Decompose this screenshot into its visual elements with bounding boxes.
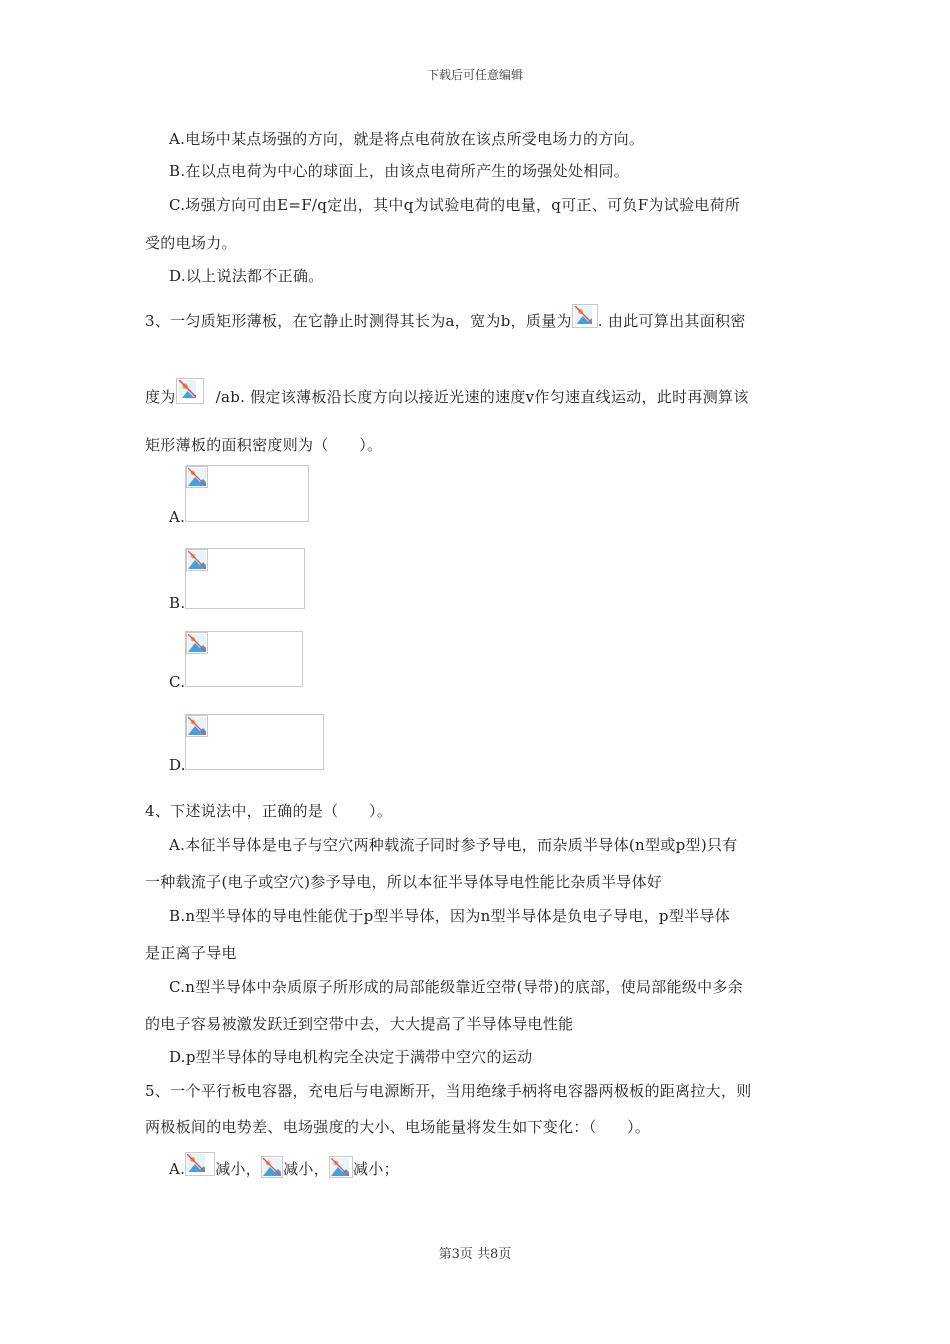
q3-line3: 矩形薄板的面积密度则为（ ）。	[145, 436, 383, 454]
q5-option-a-text3: 减小；	[353, 1160, 399, 1178]
q3-line1	[145, 304, 746, 331]
q3-option-a-label: A.	[169, 508, 186, 526]
q5-line2: 两极板间的电势差、电场强度的大小、电场能量将发生如下变化：（ ）。	[145, 1118, 651, 1136]
q4-option-a-line2: 一种载流子(电子或空穴)参予导电，所以本征半导体导电性能比杂质半导体好	[145, 873, 663, 891]
q3-option-c-label: C.	[169, 673, 186, 691]
q3-line1-text-a: 3、一匀质矩形薄板，在它静止时测得其长为a，宽为b，质量为	[145, 312, 572, 330]
q3-option-c-image	[185, 631, 303, 687]
page-footer: 第3页 共8页	[438, 1247, 512, 1262]
broken-image-icon	[186, 466, 208, 488]
q4-stem: 4、下述说法中，正确的是（ ）。	[145, 802, 393, 820]
q3-option-b-label: B.	[169, 594, 186, 612]
q4-option-c-line1: C.n型半导体中杂质原子所形成的局部能级靠近空带(导带)的底部，使局部能级中多余	[169, 978, 744, 996]
q2-option-a: A.电场中某点场强的方向，就是将点电荷放在该点所受电场力的方向。	[169, 130, 645, 148]
q5-option-a-text2: 减小，	[283, 1160, 330, 1178]
q4-option-b-line2: 是正离子导电	[145, 944, 237, 962]
q3-option-d-label: D.	[169, 756, 186, 774]
broken-image-icon	[329, 1156, 353, 1178]
q3-line2	[145, 378, 749, 407]
q3-option-d-image	[185, 714, 324, 770]
q2-option-c-line2: 受的电场力。	[145, 234, 237, 252]
q3-line2-text-b: /ab. 假定该薄板沿长度方向以接近光速的速度v作匀速直线运动，此时再测算该	[215, 388, 749, 406]
q4-option-d: D.p型半导体的导电机构完全决定于满带中空穴的运动	[169, 1048, 533, 1066]
broken-image-icon	[186, 632, 208, 654]
q3-line2-text-a: 度为	[145, 388, 176, 406]
q4-option-b-line1: B.n型半导体的导电性能优于p型半导体，因为n型半导体是负电子导电，p型半导体	[169, 907, 731, 925]
q5-line1: 5、一个平行板电容器，充电后与电源断开，当用绝缘手柄将电容器两极板的距离拉大，则	[145, 1082, 752, 1100]
page-header: 下载后可任意编辑	[426, 68, 523, 82]
broken-image-icon	[185, 1152, 215, 1176]
broken-image-icon	[261, 1156, 283, 1178]
q4-option-c-line2: 的电子容易被激发跃迁到空带中去，大大提高了半导体导电性能	[145, 1015, 574, 1033]
q2-option-d: D.以上说法都不正确。	[169, 267, 324, 285]
broken-image-icon	[186, 715, 208, 737]
broken-image-icon	[572, 304, 598, 328]
broken-image-icon	[176, 378, 204, 404]
q5-option-a-text1: 减小，	[215, 1160, 262, 1178]
broken-image-icon	[186, 549, 208, 571]
q3-line1-text-b: . 由此可算出其面积密	[597, 312, 746, 330]
q5-option-a	[169, 1152, 399, 1179]
q3-option-a-image	[185, 465, 309, 522]
q2-option-b: B.在以点电荷为中心的球面上，由该点电荷所产生的场强处处相同。	[169, 162, 630, 180]
q5-option-a-label: A.	[169, 1160, 186, 1178]
q3-option-b-image	[185, 548, 305, 609]
q4-option-a-line1: A.本征半导体是电子与空穴两种载流子同时参予导电，而杂质半导体(n型或p型)只有	[169, 836, 738, 854]
q2-option-c-line1: C.场强方向可由E=F/q定出，其中q为试验电荷的电量，q可正、可负F为试验电荷所	[169, 196, 741, 214]
